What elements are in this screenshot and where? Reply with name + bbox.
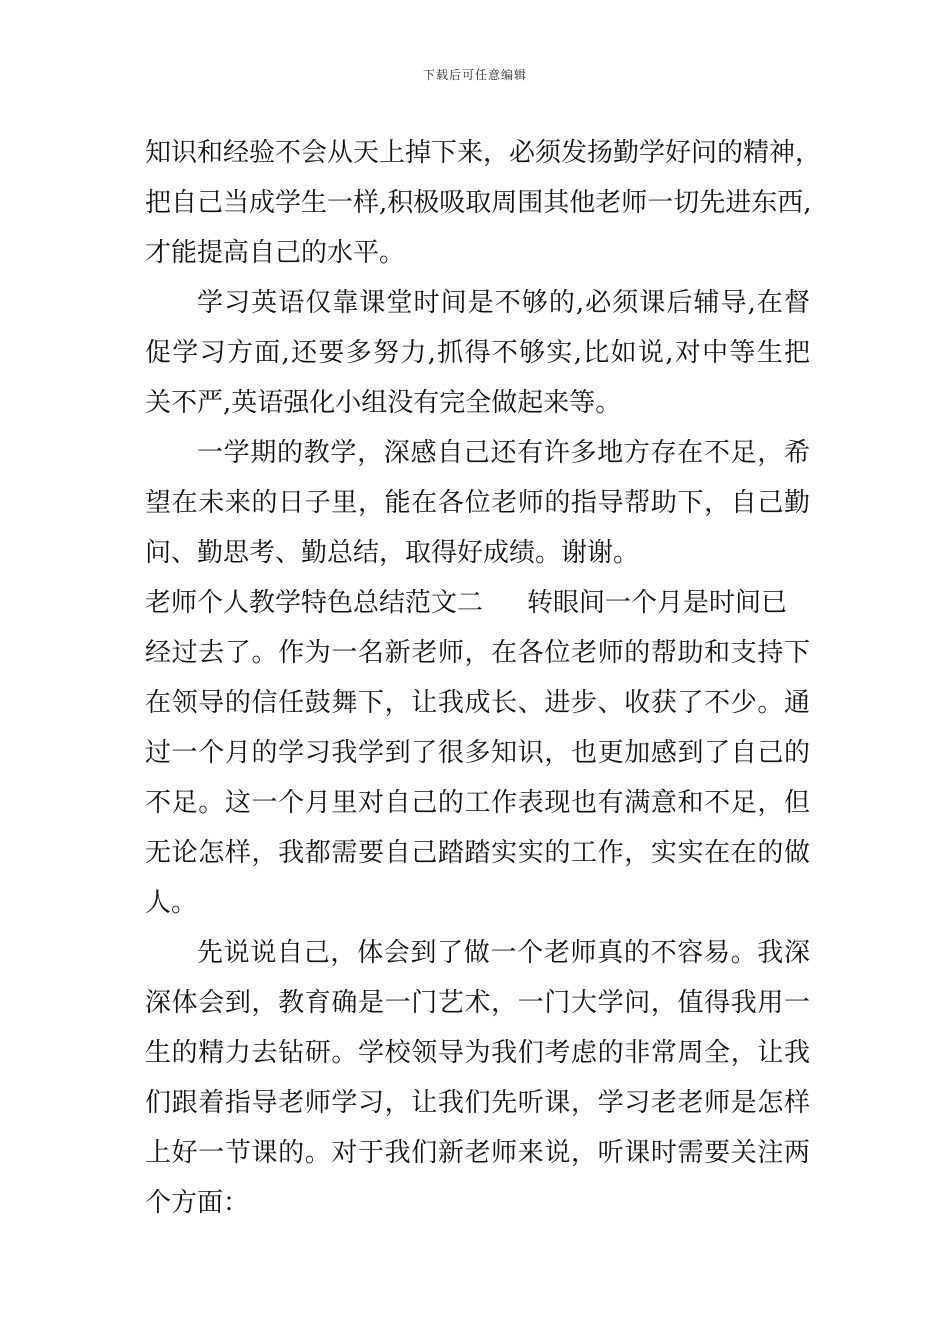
paragraph-line: 经过去了。作为一名新老师，在各位老师的帮助和支持下 [145,638,810,668]
section-title-line [145,578,810,628]
paragraph-line: 无论怎样，我都需要自己踏踏实实的工作，实实在在的做 [145,838,810,868]
header-note: 下载后可任意编辑 [422,68,527,82]
paragraph-line: 上好一节课的。对于我们新老师来说，听课时需要关注两 [145,1138,810,1168]
paragraph-line: 生的精力去钻研。学校领导为我们考虑的非常周全，让我 [145,1038,810,1068]
paragraph-line: 把自己当成学生一样,积极吸取周围其他老师一切先进东西, [145,188,812,218]
paragraph-line: 望在未来的日子里，能在各位老师的指导帮助下，自己勤 [145,488,810,518]
paragraph-line: 个方面： [145,1188,250,1218]
paragraph-line: 们跟着指导老师学习，让我们先听课，学习老老师是怎样 [145,1088,810,1118]
paragraph-line: 深体会到，教育确是一门艺术，一门大学问，值得我用一 [145,988,810,1018]
paragraph-line: 过一个月的学习我学到了很多知识，也更加感到了自己的 [145,738,810,768]
section-title-tail: 转眼间一个月是时间已 [527,588,788,618]
paragraph-line: 不足。这一个月里对自己的工作表现也有满意和不足，但 [145,788,810,818]
paragraph-line: 人。 [145,888,198,918]
paragraph-line: 问、勤思考、勤总结，取得好成绩。谢谢。 [145,538,640,568]
paragraph-line: 促学习方面,还要多努力,抓得不够实,比如说,对中等生把 [145,338,810,368]
paragraph-line: 在领导的信任鼓舞下，让我成长、进步、收获了不少。通 [145,688,810,718]
paragraph-line: 学习英语仅靠课堂时间是不够的,必须课后辅导,在督 [197,288,810,318]
paragraph-line: 才能提高自己的水平。 [145,238,406,268]
section-title: 老师个人教学特色总结范文二 [145,588,484,618]
paragraph-line: 知识和经验不会从天上掉下来，必须发扬勤学好问的精神， [145,138,822,168]
paragraph-line: 一学期的教学，深感自己还有许多地方存在不足，希 [197,438,810,468]
paragraph-line: 先说说自己，体会到了做一个老师真的不容易。我深 [197,938,810,968]
paragraph-line: 关不严,英语强化小组没有完全做起来等。 [145,388,622,418]
document-body [145,128,822,1228]
